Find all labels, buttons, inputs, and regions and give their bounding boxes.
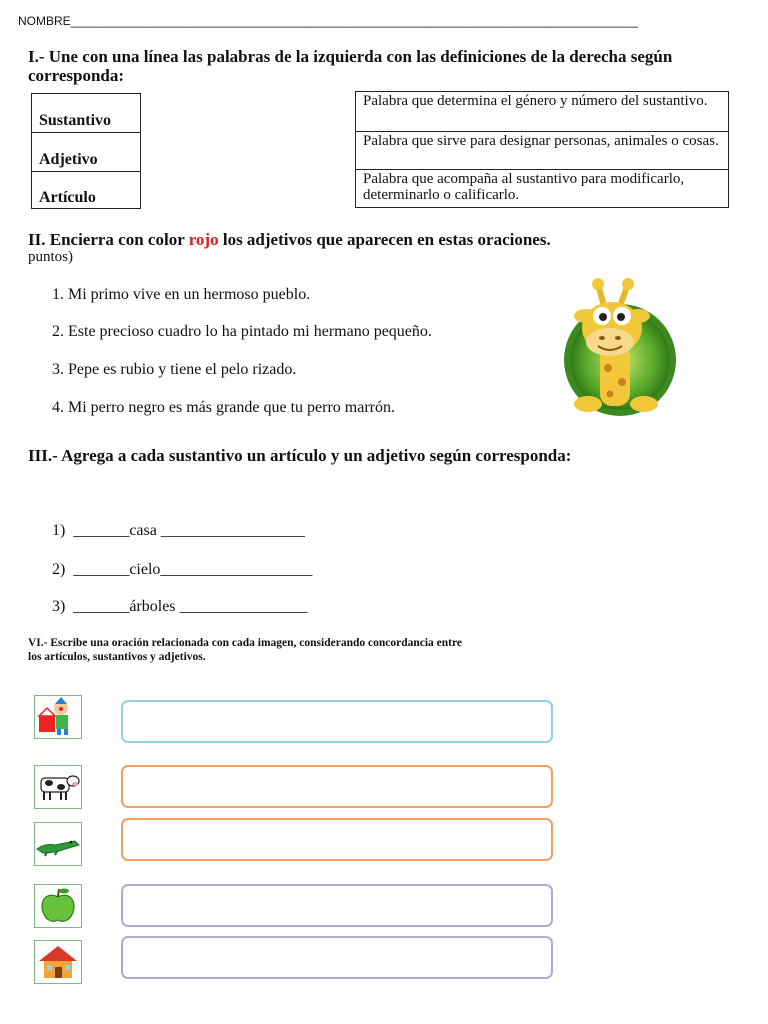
- section1-title: I.- Une con una línea las palabras de la izquierda con las definiciones de la derecha según corresponda:: [28, 47, 673, 85]
- section2-title-red: rojo: [188, 230, 219, 249]
- section2-subtitle: puntos): [28, 249, 73, 265]
- word-sustantivo[interactable]: Sustantivo: [39, 112, 112, 129]
- name-line[interactable]: NOMBRE_____________________________________________________________________________________: [18, 14, 638, 28]
- definition-2[interactable]: Palabra que sirve para designar personas, animales o cosas.: [356, 131, 728, 170]
- section2-title: [28, 230, 551, 249]
- apple-icon: [35, 885, 81, 927]
- apple-image: [34, 884, 82, 928]
- sentence-box-5[interactable]: [121, 936, 553, 979]
- sentence-4[interactable]: 4. Mi perro negro es más grande que tu perro marrón.: [52, 399, 395, 416]
- clown-icon: [35, 696, 81, 738]
- section3-title: III.- Agrega a cada sustantivo un artículo y un adjetivo según corresponda:: [28, 446, 572, 465]
- section4-title-line1: VI.- Escribe una oración relacionada con cada imagen, considerando concordancia entre: [28, 637, 463, 649]
- sentence-box-1[interactable]: [121, 700, 553, 743]
- word-articulo[interactable]: Artículo: [32, 171, 140, 209]
- sentence-box-2[interactable]: [121, 765, 553, 808]
- fill-item-1[interactable]: 1) _______casa __________________: [52, 522, 305, 539]
- definitions-table: [355, 91, 729, 208]
- sentence-box-4[interactable]: [121, 884, 553, 927]
- words-table: [31, 93, 141, 209]
- house-icon: [35, 941, 81, 983]
- sentence-box-3[interactable]: [121, 818, 553, 861]
- section4-title: [28, 636, 462, 664]
- cow-image: [34, 765, 82, 809]
- fill-item-3[interactable]: 3) _______árboles ________________: [52, 598, 308, 615]
- house-image: [34, 940, 82, 984]
- sentence-1[interactable]: 1. Mi primo vive en un hermoso pueblo.: [52, 286, 311, 303]
- section4-title-line2: los artículos, sustantivos y adjetivos.: [28, 651, 206, 663]
- fill-item-2[interactable]: 2) _______cielo___________________: [52, 561, 313, 578]
- section2-title-start: II. Encierra con color: [28, 230, 189, 249]
- section2-title-end: los adjetivos que aparecen en estas oraciones.: [218, 230, 551, 249]
- clown-image: [34, 695, 82, 739]
- definition-1[interactable]: Palabra que determina el género y número del sustantivo.: [363, 93, 708, 109]
- giraffe-icon: [558, 276, 680, 424]
- definition-3[interactable]: Palabra que acompaña al sustantivo para modificarlo, determinarlo o calificarlo.: [356, 169, 728, 208]
- crocodile-image: [34, 822, 82, 866]
- cow-icon: [35, 766, 81, 808]
- sentence-2[interactable]: 2. Este precioso cuadro lo ha pintado mi hermano pequeño.: [52, 323, 432, 340]
- word-adjetivo[interactable]: Adjetivo: [32, 132, 140, 171]
- crocodile-icon: [35, 823, 81, 865]
- sentence-3[interactable]: 3. Pepe es rubio y tiene el pelo rizado.: [52, 361, 297, 378]
